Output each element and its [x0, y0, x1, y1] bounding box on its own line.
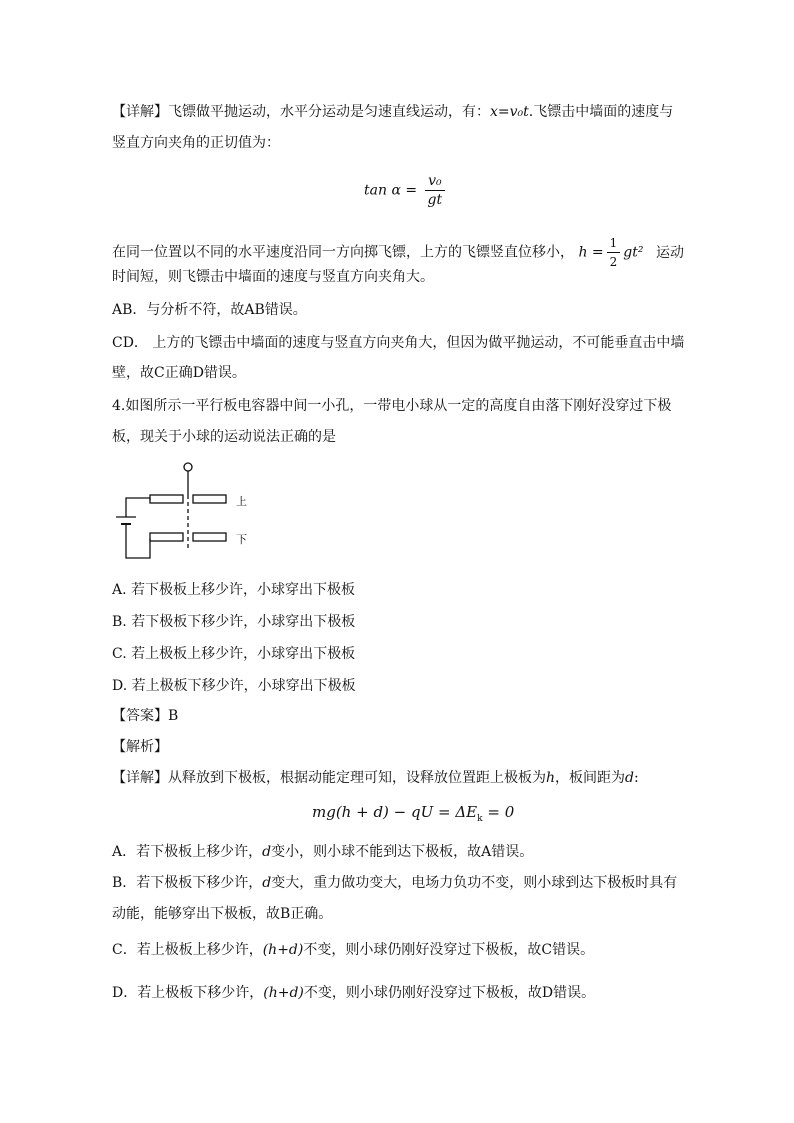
- detail-b-end: 变大，重力做功变大，电场力负功不变，则小球到达下极板时具有: [271, 875, 678, 891]
- energy-rhs: = 0: [482, 803, 515, 821]
- detail-a-start: A．若下极板上移少许，: [112, 844, 263, 860]
- detail1-line1: [112, 102, 673, 122]
- tan-lhs: tan α =: [364, 182, 418, 199]
- upper-plate-right: [193, 495, 226, 503]
- detail-b-var: d: [262, 875, 272, 891]
- tan-denominator: gt: [427, 192, 443, 208]
- upper-plate-left: [150, 495, 183, 503]
- var-h: h: [546, 770, 556, 786]
- q4-detail-b-line2: 动能，能够穿出下极板，故B正确。: [112, 906, 333, 922]
- detail-a-var: d: [262, 844, 272, 860]
- q4-detail-d: [112, 983, 595, 1003]
- q4-detail-c: [112, 940, 594, 960]
- detail1-ab: AB．与分析不符，故AB错误。: [112, 302, 307, 318]
- detail1-cd-line2: 壁，故C正确D错误。: [112, 365, 246, 381]
- label-lower: 下: [236, 533, 247, 546]
- q4-analysis-heading: 【解析】: [112, 739, 168, 755]
- half-numerator: 1: [607, 234, 621, 253]
- detail1-line1-text: 【详解】飞镖做平抛运动，水平分运动是匀速直线运动，有：: [112, 104, 490, 120]
- q4-detail-start: 【详解】从释放到下极板，根据动能定理可知，设释放位置距上极板为: [112, 770, 546, 786]
- q4-detail-end: :: [634, 770, 639, 786]
- charged-ball: [184, 463, 192, 471]
- q4-detail-a: [112, 842, 533, 862]
- detail1-line2: 竖直方向夹角的正切值为：: [112, 135, 280, 151]
- q4-detail-line: [112, 768, 639, 788]
- detail-d-expr: (h+d): [263, 985, 304, 1001]
- lower-plate-left: [150, 533, 183, 541]
- q4-option-c: C. 若上极板上移少许，小球穿出下极板: [112, 646, 356, 662]
- h-lhs: h =: [578, 244, 604, 261]
- energy-subscript: k: [477, 814, 483, 824]
- detail-b-start: B．若下极板下移少许，: [112, 875, 263, 891]
- lower-plate-right: [193, 533, 226, 541]
- q4-option-a: A. 若下极板上移少许，小球穿出下极板: [112, 582, 356, 598]
- tan-numerator: v₀: [425, 172, 446, 191]
- detail-d-start: D．若上极板下移少许，: [112, 985, 264, 1001]
- q4-answer: 【答案】B: [112, 708, 179, 724]
- tan-fraction: [425, 172, 446, 209]
- energy-equation: [312, 803, 514, 824]
- detail-c-start: C．若上极板上移少许，: [112, 942, 263, 958]
- q4-option-d: D. 若上极板下移少许，小球穿出下极板: [112, 678, 356, 694]
- tan-equation: [364, 172, 448, 209]
- inline-equation: x=v₀t: [490, 104, 529, 120]
- label-upper: 上: [236, 495, 247, 508]
- q4-detail-mid: ，板间距为: [555, 770, 626, 786]
- detail-c-expr: (h+d): [262, 942, 304, 958]
- detail1-cd-line1: CD． 上方的飞镖击中墙面的速度与竖直方向夹角大，但因为做平抛运动，不可能垂直击中墙: [112, 335, 685, 351]
- capacitor-diagram: [112, 455, 272, 570]
- q4-detail-b-line1: [112, 873, 677, 893]
- h-rhs: gt²: [623, 244, 644, 261]
- half-denominator: 2: [609, 255, 618, 269]
- detail1-line3: [112, 234, 684, 271]
- detail-c-end: 不变，则小球仍刚好没穿过下极板，故C错误。: [303, 942, 595, 958]
- half-fraction: [607, 234, 621, 271]
- detail1-line4: 时间短，则飞镖击中墙面的速度与竖直方向夹角大。: [112, 269, 434, 285]
- energy-equation-main: mg(h + d) − qU = ΔE: [312, 803, 478, 821]
- detail-a-end: 变小，则小球不能到达下极板，故A错误。: [271, 844, 534, 860]
- var-d: d: [625, 770, 634, 786]
- detail1-line3-start: 在同一位置以不同的水平速度沿同一方向掷飞镖，上方的飞镖竖直位移小，: [112, 244, 574, 261]
- q4-option-b: B. 若下极板下移少许，小球穿出下极板: [112, 614, 356, 630]
- q4-stem-line1: 4.如图所示一平行板电容器中间一小孔，一带电小球从一定的高度自由落下刚好没穿过下极: [112, 398, 672, 414]
- detail1-line1-end: .飞镖击中墙面的速度与: [528, 104, 674, 120]
- detail-d-end: 不变，则小球仍刚好没穿过下极板，故D错误。: [303, 985, 596, 1001]
- q4-stem-line2: 板，现关于小球的运动说法正确的是: [112, 429, 336, 445]
- detail1-line3-end: 运动: [655, 244, 684, 261]
